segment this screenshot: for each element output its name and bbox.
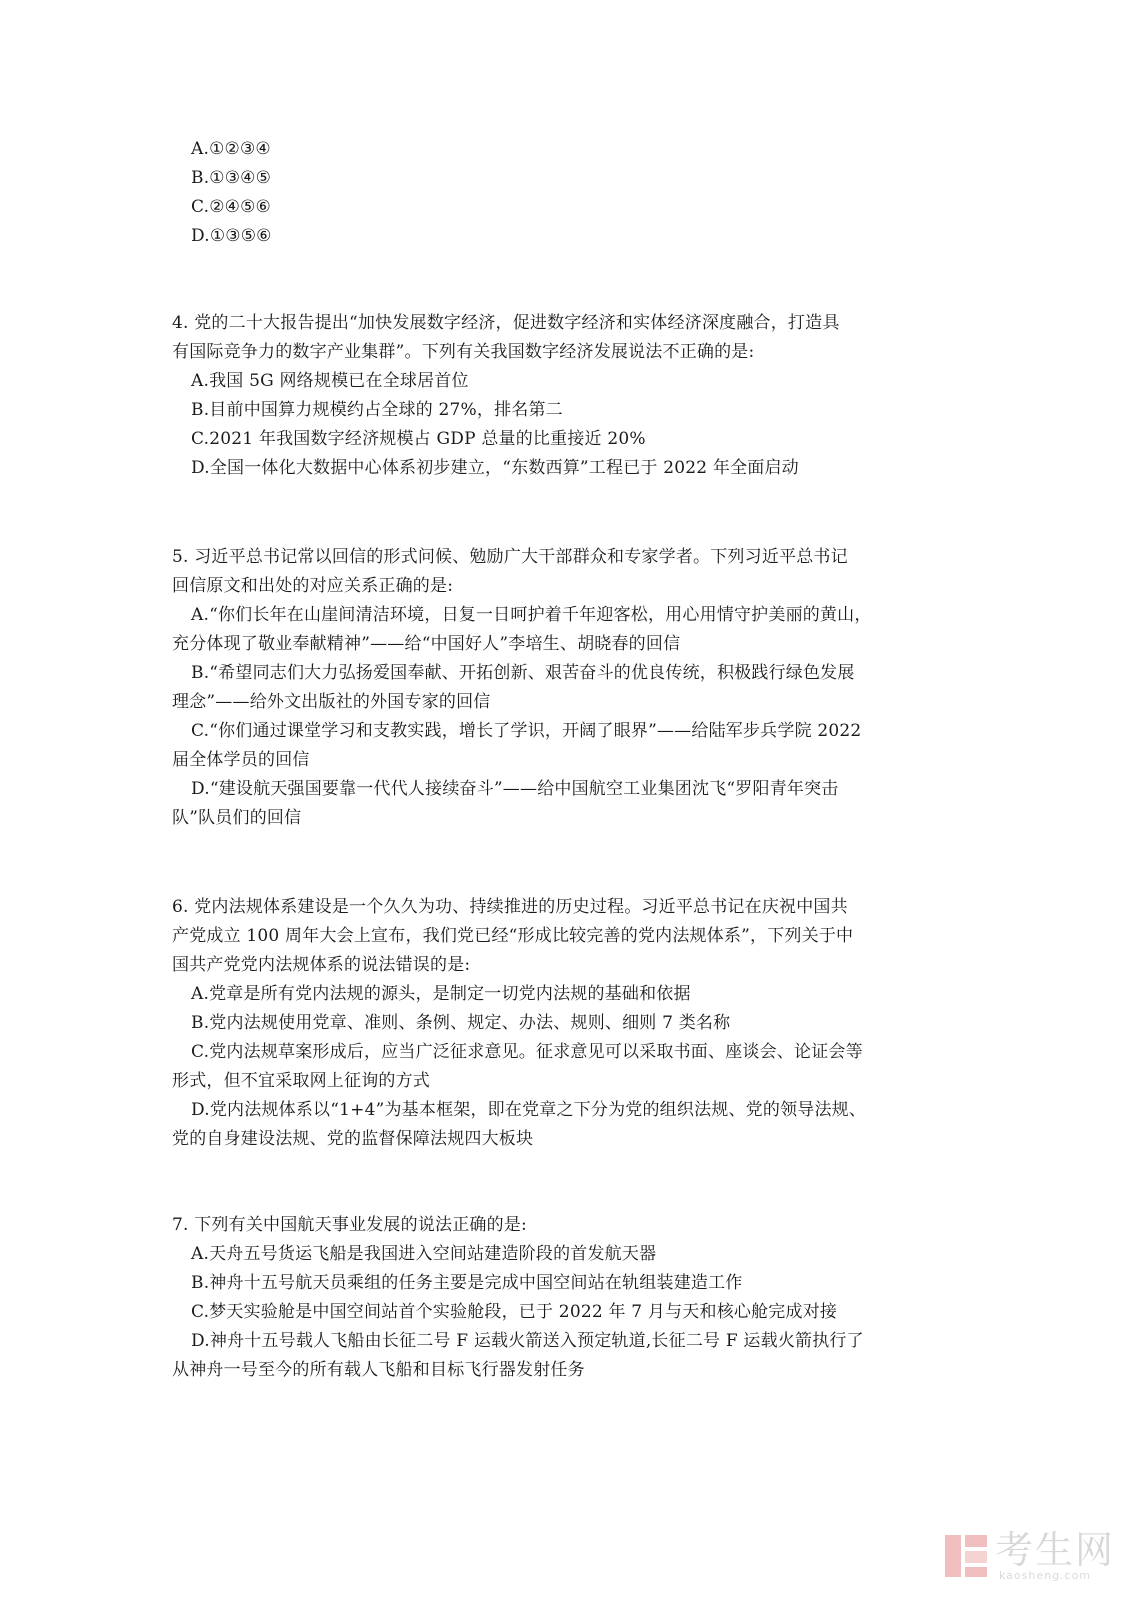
q5-option-b-line-1: B.“希望同志们大力弘扬爱国奉献、开拓创新、艰苦奋斗的优良传统，积极践行绿色发展 (191, 663, 855, 683)
q6-stem-line-3: 国共产党党内法规体系的说法错误的是: (172, 955, 471, 975)
q5-option-b-line-2: 理念”——给外文出版社的外国专家的回信 (172, 692, 491, 712)
q6-option-a: A.党章是所有党内法规的源头，是制定一切党内法规的基础和依据 (191, 984, 691, 1004)
q7-option-d-line-2: 从神舟一号至今的所有载人飞船和目标飞行器发射任务 (172, 1360, 585, 1380)
q6-option-c-line-2: 形式，但不宜采取网上征询的方式 (172, 1071, 430, 1091)
q4-option-a: A.我国 5G 网络规模已在全球居首位 (191, 371, 469, 391)
q4-stem-line-2: 有国际竞争力的数字产业集群”。下列有关我国数字经济发展说法不正确的是: (172, 342, 755, 362)
q4-option-b: B.目前中国算力规模约占全球的 27%，排名第二 (191, 400, 563, 420)
q6-option-c-line-1: C.党内法规草案形成后，应当广泛征求意见。征求意见可以采取书面、座谈会、论证会等 (191, 1042, 863, 1062)
q5-option-a-line-2: 充分体现了敬业奉献精神”——给“中国好人”李培生、胡晓春的回信 (172, 634, 681, 654)
q5-option-c-line-1: C.“你们通过课堂学习和支教实践，增长了学识，开阔了眼界”——给陆军步兵学院 2022 (191, 721, 862, 741)
watermark-domain: kaosheng.com (998, 1569, 1092, 1582)
q7-option-d-line-1: D.神舟十五号载人飞船由长征二号 F 运载火箭送入预定轨道,长征二号 F 运载火箭执行了 (191, 1331, 864, 1351)
q3-option-d: D.①③⑤⑥ (191, 226, 272, 246)
q5-option-d-line-2: 队”队员们的回信 (172, 808, 302, 828)
q6-option-d-line-2: 党的自身建设法规、党的监督保障法规四大板块 (172, 1129, 534, 1149)
q6-stem-line-2: 产党成立 100 周年大会上宣布，我们党已经“形成比较完善的党内法规体系”，下列关于中 (172, 926, 854, 946)
q5-option-a-line-1: A.“你们长年在山崖间清洁环境，日复一日呵护着千年迎客松，用心用情守护美丽的黄山， (191, 605, 872, 625)
q3-option-c: C.②④⑤⑥ (191, 197, 271, 217)
q5-stem-line-1: 5. 习近平总书记常以回信的形式问候、勉励广大干部群众和专家学者。下列习近平总书记 (172, 547, 848, 567)
q6-option-d-line-1: D.党内法规体系以“1+4”为基本框架，即在党章之下分为党的组织法规、党的领导法规、 (191, 1100, 867, 1120)
q5-stem-line-2: 回信原文和出处的对应关系正确的是: (172, 576, 454, 596)
q6-stem-line-1: 6. 党内法规体系建设是一个久久为功、持续推进的历史过程。习近平总书记在庆祝中国共 (172, 897, 848, 917)
q7-option-a: A.天舟五号货运飞船是我国进入空间站建造阶段的首发航天器 (191, 1244, 657, 1264)
watermark-text (995, 1530, 1115, 1582)
q4-option-c: C.2021 年我国数字经济规模占 GDP 总量的比重接近 20% (191, 429, 646, 449)
q5-option-c-line-2: 届全体学员的回信 (172, 750, 310, 770)
watermark-brand: 考生网 (994, 1528, 1115, 1572)
q7-stem-line-1: 7. 下列有关中国航天事业发展的说法正确的是: (172, 1215, 527, 1235)
q3-option-b: B.①③④⑤ (191, 168, 272, 188)
kaosheng-logo-icon (943, 1533, 989, 1579)
q4-option-d: D.全国一体化大数据中心体系初步建立，“东数西算”工程已于 2022 年全面启动 (191, 458, 799, 478)
q4-stem-line-1: 4. 党的二十大报告提出“加快发展数字经济，促进数字经济和实体经济深度融合，打造具 (172, 313, 840, 333)
q5-option-d-line-1: D.“建设航天强国要靠一代代人接续奋斗”——给中国航空工业集团沈飞“罗阳青年突击 (191, 779, 839, 799)
q7-option-c: C.梦天实验舱是中国空间站首个实验舱段，已于 2022 年 7 月与天和核心舱完成对接 (191, 1302, 838, 1322)
q6-option-b: B.党内法规使用党章、准则、条例、规定、办法、规则、细则 7 类名称 (191, 1013, 731, 1033)
watermark (943, 1530, 1115, 1582)
q7-option-b: B.神舟十五号航天员乘组的任务主要是完成中国空间站在轨组装建造工作 (191, 1273, 743, 1293)
q3-option-a: A.①②③④ (191, 139, 271, 159)
